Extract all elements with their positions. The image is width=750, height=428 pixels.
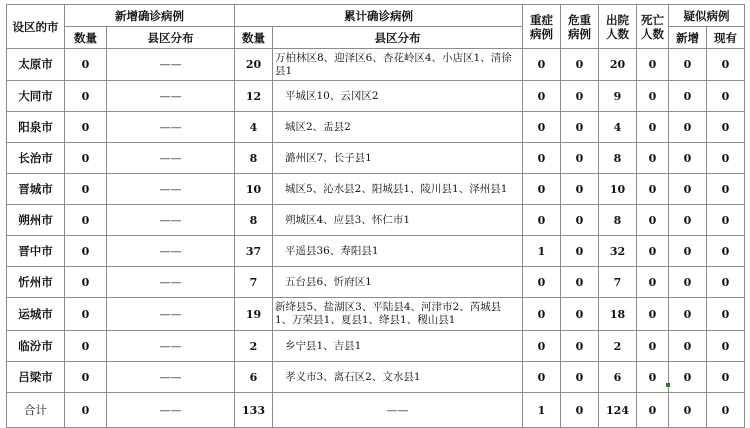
cum-count-cell: 8 xyxy=(235,143,273,174)
deaths-cell: 0 xyxy=(637,362,669,393)
total-row xyxy=(7,393,745,428)
severe-cell: 0 xyxy=(523,49,561,81)
header-new-cases: 新增确诊病例 xyxy=(65,5,235,27)
table-row xyxy=(7,362,745,393)
suspected-current-cell: 0 xyxy=(707,298,745,331)
deaths-cell: 0 xyxy=(637,81,669,112)
suspected-current-cell: 0 xyxy=(707,362,745,393)
discharged-cell: 32 xyxy=(599,236,637,267)
discharged-cell: 8 xyxy=(599,143,637,174)
new-count-cell: 0 xyxy=(65,331,107,362)
cum-count-cell: 2 xyxy=(235,331,273,362)
cum-count-cell: 37 xyxy=(235,236,273,267)
header-discharged: 出院人数 xyxy=(599,5,637,49)
table-row xyxy=(7,298,745,331)
total-new-count: 0 xyxy=(65,393,107,428)
severe-cell: 0 xyxy=(523,331,561,362)
table-row xyxy=(7,205,745,236)
new-count-cell: 0 xyxy=(65,112,107,143)
header-suspected-new: 新增 xyxy=(669,27,707,49)
total-new-distribution: —— xyxy=(107,393,235,428)
deaths-cell: 0 xyxy=(637,298,669,331)
city-cell: 吕梁市 xyxy=(7,362,65,393)
total-discharged: 124 xyxy=(599,393,637,428)
header-cum-distribution: 县区分布 xyxy=(273,27,523,49)
suspected-current-cell: 0 xyxy=(707,205,745,236)
city-cell: 阳泉市 xyxy=(7,112,65,143)
new-count-cell: 0 xyxy=(65,174,107,205)
new-distribution-cell: —— xyxy=(107,331,235,362)
total-deaths: 0 xyxy=(637,393,669,428)
severe-cell: 0 xyxy=(523,81,561,112)
critical-cell: 0 xyxy=(561,205,599,236)
cum-distribution-cell: 潞州区7、长子县1 xyxy=(273,143,523,174)
new-count-cell: 0 xyxy=(65,81,107,112)
new-distribution-cell: —— xyxy=(107,205,235,236)
cum-distribution-cell: 孝义市3、离石区2、文水县1 xyxy=(273,362,523,393)
suspected-new-cell: 0 xyxy=(669,267,707,298)
cum-count-cell: 6 xyxy=(235,362,273,393)
deaths-cell: 0 xyxy=(637,267,669,298)
city-cell: 大同市 xyxy=(7,81,65,112)
deaths-cell: 0 xyxy=(637,331,669,362)
total-critical: 0 xyxy=(561,393,599,428)
suspected-current-cell: 0 xyxy=(707,81,745,112)
deaths-cell: 0 xyxy=(637,49,669,81)
header-deaths: 死亡人数 xyxy=(637,5,669,49)
discharged-cell: 8 xyxy=(599,205,637,236)
severe-cell: 0 xyxy=(523,267,561,298)
header-cumulative-cases: 累计确诊病例 xyxy=(235,5,523,27)
new-count-cell: 0 xyxy=(65,143,107,174)
table-row xyxy=(7,267,745,298)
cum-distribution-cell: 乡宁县1、吉县1 xyxy=(273,331,523,362)
cum-count-cell: 10 xyxy=(235,174,273,205)
critical-cell: 0 xyxy=(561,267,599,298)
discharged-cell: 7 xyxy=(599,267,637,298)
city-cell: 太原市 xyxy=(7,49,65,81)
discharged-cell: 10 xyxy=(599,174,637,205)
total-severe: 1 xyxy=(523,393,561,428)
suspected-new-cell: 0 xyxy=(669,81,707,112)
new-count-cell: 0 xyxy=(65,205,107,236)
cum-count-cell: 12 xyxy=(235,81,273,112)
cum-distribution-cell: 五台县6、忻府区1 xyxy=(273,267,523,298)
table-row xyxy=(7,81,745,112)
suspected-current-cell: 0 xyxy=(707,331,745,362)
critical-cell: 0 xyxy=(561,236,599,267)
severe-cell: 0 xyxy=(523,298,561,331)
table-row xyxy=(7,143,745,174)
critical-cell: 0 xyxy=(561,49,599,81)
cum-distribution-cell: 城区5、沁水县2、阳城县1、陵川县1、泽州县1 xyxy=(273,174,523,205)
suspected-current-cell: 0 xyxy=(707,143,745,174)
severe-cell: 1 xyxy=(523,236,561,267)
header-cum-count: 数量 xyxy=(235,27,273,49)
cum-distribution-cell: 平遥县36、寿阳县1 xyxy=(273,236,523,267)
cum-count-cell: 8 xyxy=(235,205,273,236)
header-row-1 xyxy=(7,5,745,27)
cum-distribution-cell: 平城区10、云冈区2 xyxy=(273,81,523,112)
severe-cell: 0 xyxy=(523,143,561,174)
city-cell: 晋城市 xyxy=(7,174,65,205)
suspected-new-cell: 0 xyxy=(669,143,707,174)
cum-distribution-cell: 城区2、盂县2 xyxy=(273,112,523,143)
table-row xyxy=(7,49,745,81)
suspected-current-cell: 0 xyxy=(707,174,745,205)
critical-cell: 0 xyxy=(561,298,599,331)
green-marker xyxy=(666,383,670,387)
cum-distribution-cell: 新绛县5、盐湖区3、平陆县4、河津市2、芮城县1、万荣县1、夏县1、绛县1、稷山县1 xyxy=(273,298,523,331)
severe-cell: 0 xyxy=(523,174,561,205)
covid-cases-table xyxy=(6,4,745,428)
suspected-current-cell: 0 xyxy=(707,236,745,267)
discharged-cell: 9 xyxy=(599,81,637,112)
table-row xyxy=(7,331,745,362)
city-cell: 运城市 xyxy=(7,298,65,331)
new-distribution-cell: —— xyxy=(107,81,235,112)
header-new-distribution: 县区分布 xyxy=(107,27,235,49)
discharged-cell: 20 xyxy=(599,49,637,81)
critical-cell: 0 xyxy=(561,112,599,143)
severe-cell: 0 xyxy=(523,112,561,143)
deaths-cell: 0 xyxy=(637,174,669,205)
new-distribution-cell: —— xyxy=(107,267,235,298)
critical-cell: 0 xyxy=(561,331,599,362)
city-cell: 忻州市 xyxy=(7,267,65,298)
cum-count-cell: 4 xyxy=(235,112,273,143)
table-row xyxy=(7,174,745,205)
total-suspected-current: 0 xyxy=(707,393,745,428)
critical-cell: 0 xyxy=(561,143,599,174)
total-suspected-new: 0 xyxy=(669,393,707,428)
discharged-cell: 6 xyxy=(599,362,637,393)
discharged-cell: 2 xyxy=(599,331,637,362)
header-suspected-current: 现有 xyxy=(707,27,745,49)
new-distribution-cell: —— xyxy=(107,112,235,143)
new-count-cell: 0 xyxy=(65,298,107,331)
critical-cell: 0 xyxy=(561,174,599,205)
cum-count-cell: 7 xyxy=(235,267,273,298)
header-suspected: 疑似病例 xyxy=(669,5,745,27)
new-distribution-cell: —— xyxy=(107,298,235,331)
new-count-cell: 0 xyxy=(65,49,107,81)
new-distribution-cell: —— xyxy=(107,174,235,205)
deaths-cell: 0 xyxy=(637,143,669,174)
total-cum-count: 133 xyxy=(235,393,273,428)
suspected-new-cell: 0 xyxy=(669,298,707,331)
suspected-new-cell: 0 xyxy=(669,205,707,236)
cum-distribution-cell: 万柏林区8、迎泽区6、杏花岭区4、小店区1、清徐县1 xyxy=(273,49,523,81)
city-cell: 长治市 xyxy=(7,143,65,174)
discharged-cell: 18 xyxy=(599,298,637,331)
total-cum-distribution: —— xyxy=(273,393,523,428)
severe-cell: 0 xyxy=(523,362,561,393)
city-cell: 临汾市 xyxy=(7,331,65,362)
severe-cell: 0 xyxy=(523,205,561,236)
suspected-new-cell: 0 xyxy=(669,112,707,143)
new-count-cell: 0 xyxy=(65,236,107,267)
header-critical: 危重病例 xyxy=(561,5,599,49)
critical-cell: 0 xyxy=(561,81,599,112)
suspected-new-cell: 0 xyxy=(669,49,707,81)
suspected-current-cell: 0 xyxy=(707,267,745,298)
new-distribution-cell: —— xyxy=(107,236,235,267)
header-severe: 重症病例 xyxy=(523,5,561,49)
new-count-cell: 0 xyxy=(65,267,107,298)
header-new-count: 数量 xyxy=(65,27,107,49)
city-cell: 朔州市 xyxy=(7,205,65,236)
deaths-cell: 0 xyxy=(637,236,669,267)
cum-count-cell: 19 xyxy=(235,298,273,331)
suspected-new-cell: 0 xyxy=(669,331,707,362)
deaths-cell: 0 xyxy=(637,205,669,236)
new-distribution-cell: —— xyxy=(107,143,235,174)
table-row xyxy=(7,112,745,143)
suspected-current-cell: 0 xyxy=(707,112,745,143)
new-count-cell: 0 xyxy=(65,362,107,393)
header-city: 设区的市 xyxy=(7,5,65,49)
cum-distribution-cell: 朔城区4、应县3、怀仁市1 xyxy=(273,205,523,236)
suspected-new-cell: 0 xyxy=(669,236,707,267)
total-label: 合计 xyxy=(7,393,65,428)
deaths-cell: 0 xyxy=(637,112,669,143)
critical-cell: 0 xyxy=(561,362,599,393)
new-distribution-cell: —— xyxy=(107,362,235,393)
city-cell: 晋中市 xyxy=(7,236,65,267)
suspected-new-cell: 0 xyxy=(669,362,707,393)
new-distribution-cell: —— xyxy=(107,49,235,81)
suspected-new-cell: 0 xyxy=(669,174,707,205)
suspected-current-cell: 0 xyxy=(707,49,745,81)
cum-count-cell: 20 xyxy=(235,49,273,81)
table-row xyxy=(7,236,745,267)
discharged-cell: 4 xyxy=(599,112,637,143)
